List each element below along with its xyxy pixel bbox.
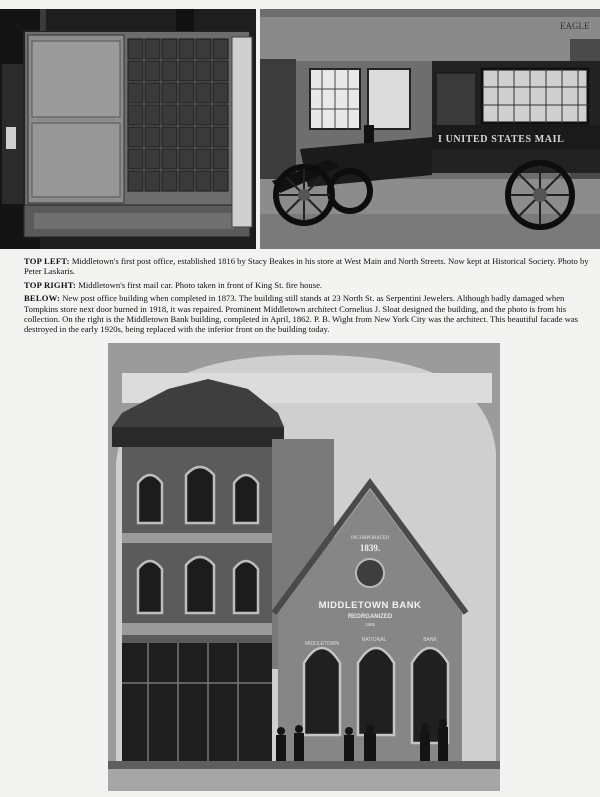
pigeonhole (179, 127, 194, 147)
bank-year-text: 1839. (359, 543, 381, 553)
caption-below-label: BELOW: (24, 293, 61, 304)
pigeonhole (196, 105, 211, 125)
bank-arch-mid-text: NATIONAL (361, 637, 387, 643)
caption-top-right-label: TOP RIGHT: (24, 279, 77, 290)
bank-arch-right-text: BANK (423, 637, 437, 643)
pigeonhole (213, 127, 228, 147)
pigeonhole (213, 171, 228, 191)
photo-first-mail-car (260, 9, 600, 249)
pigeonhole (196, 39, 211, 59)
pigeonhole (179, 39, 194, 59)
caption-block (24, 256, 590, 338)
pigeonhole (145, 83, 160, 103)
pigeonhole (196, 127, 211, 147)
pigeonhole (179, 171, 194, 191)
pigeonhole (196, 83, 211, 103)
bank-name-text: MIDDLETOWN BANK (318, 600, 422, 611)
pigeonhole (179, 83, 194, 103)
pigeonhole (145, 149, 160, 169)
pigeonhole (213, 105, 228, 125)
pigeonhole (196, 171, 211, 191)
pigeonhole (128, 61, 143, 81)
bank-incorporated-text: INCORPORATED (350, 536, 390, 541)
bank-arch-left-text: MIDDLETOWN (304, 641, 340, 647)
pigeonhole (128, 127, 143, 147)
mail-car-panel-text: I UNITED STATES MAIL (438, 134, 565, 145)
caption-top-left-label: TOP LEFT: (24, 256, 70, 266)
caption-top-left (24, 256, 590, 277)
caption-top-left-text: Middletown's first post office, established 1816 by Stacy Beakes in his store at West Main and North Streets. Now kept at Historical Society. Photo by Peter Laskaris. (24, 256, 589, 277)
pigeonhole (162, 105, 177, 125)
pigeonhole (179, 149, 194, 169)
pigeonhole (128, 39, 143, 59)
pigeonhole (145, 105, 160, 125)
pigeonhole (162, 149, 177, 169)
pigeonhole (162, 83, 177, 103)
pigeonhole (162, 127, 177, 147)
caption-below (24, 293, 590, 335)
caption-top-right-text: Middletown's first mail car. Photo taken in front of King St. fire house. (78, 279, 323, 290)
pigeonhole (162, 61, 177, 81)
pigeonhole (145, 127, 160, 147)
pigeonhole (213, 83, 228, 103)
pigeonhole (213, 61, 228, 81)
pigeonhole (145, 171, 160, 191)
photo-first-post-office (0, 9, 256, 249)
pigeonhole (213, 39, 228, 59)
caption-top-right (24, 280, 590, 290)
pigeonhole (145, 61, 160, 81)
pigeonhole (179, 61, 194, 81)
caption-below-text: New post office building when completed in 1873. The building still stands at 23 North St. as Serpentini Jewelers. Although badly damaged when Tompkins store next door burned in 1918, it was repaired. Prominent Middletown architect Cornelius J. Sloat designed the building, and the photo is from his collection. On the right is the Middletown Bank building, completed in April, 1862. P. B. Wight from New York City was the architect. This beautiful facade was destroyed in the early 1920s, being replaced with the inferior front on the building today. (24, 293, 579, 335)
pigeonhole (162, 39, 177, 59)
pigeonhole (196, 61, 211, 81)
pigeonhole (128, 105, 143, 125)
pigeonhole (128, 83, 143, 103)
pigeonhole (162, 171, 177, 191)
bank-reorganized-text: REORGANIZED (347, 614, 393, 620)
photo-post-office-and-bank (108, 343, 500, 791)
pigeonhole (128, 149, 143, 169)
bank-reorg-year-text: 1865 (364, 622, 376, 627)
fire-house-sign: EAGLE (560, 21, 590, 31)
pigeonhole (145, 39, 160, 59)
pigeonhole (196, 149, 211, 169)
pigeonhole (128, 171, 143, 191)
pigeonhole (213, 149, 228, 169)
pigeonhole (179, 105, 194, 125)
